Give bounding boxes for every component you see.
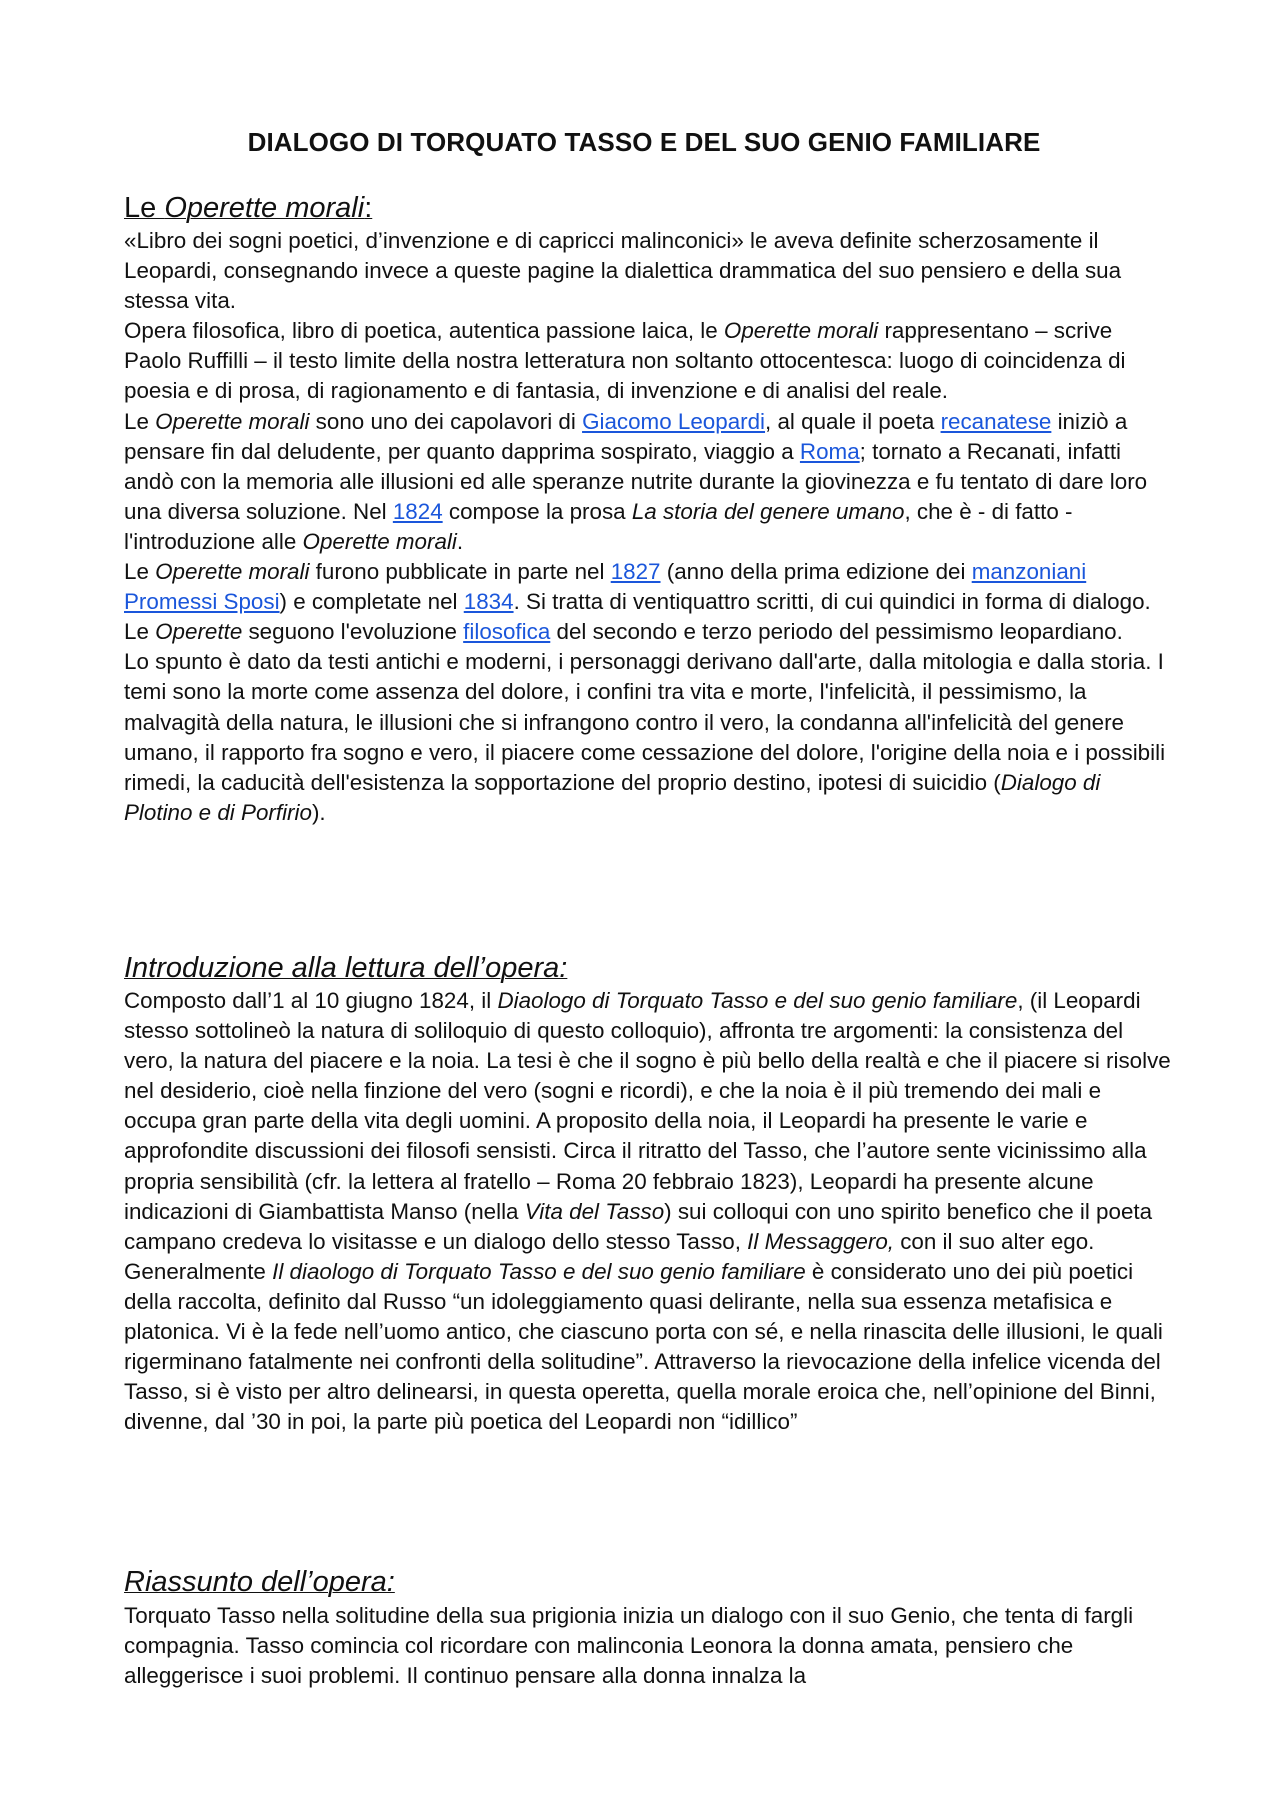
- text-span: con il suo alter ego.: [894, 1228, 1095, 1254]
- italic-span: Operette morali: [155, 408, 310, 434]
- paragraph: [124, 1257, 1174, 1438]
- paragraph: [124, 407, 1174, 557]
- text-span: ).: [311, 799, 326, 825]
- paragraph: Torquato Tasso nella solitudine della sua prigionia inizia un dialogo con il suo Genio, che tenta di fargli compagnia. Tasso comincia col ricordare con malinconia Leonora la donna amata, pensiero che alleggerisce i suoi problemi. Il continuo pensare alla donna innalza la: [124, 1603, 1134, 1689]
- heading-colon: :: [364, 192, 373, 224]
- text-span: Le: [124, 408, 156, 434]
- italic-span: Operette morali: [155, 559, 310, 585]
- link-1827[interactable]: 1827: [610, 559, 661, 585]
- section-body-operette: [124, 226, 1174, 828]
- italic-span: Il Messaggero,: [747, 1228, 895, 1254]
- text-span: compose la prosa: [442, 498, 632, 524]
- section-heading-introduzione: Introduzione alla lettura dell’opera:: [124, 952, 568, 984]
- section-heading-riassunto: Riassunto dell’opera:: [124, 1566, 395, 1598]
- text-span: rappresentano – scrive Paolo Ruffilli – il testo limite della nostra letteratura non soltanto ottocentesca: luogo di coincidenza di poesia e di prosa, di ragionamento e di fantasia, di invenzione e di analisi del reale.: [124, 318, 1126, 404]
- link-giacomo-leopardi[interactable]: Giacomo Leopardi: [582, 408, 766, 434]
- text-span: , (il Leopardi stesso sottolineò la natura di soliloquio di questo colloquio), affronta tre argomenti: la consistenza del vero, la natura del piacere e la noia. La tesi è che il sogno è più bello della realtà e che il piacere si risolve nel desiderio, cioè nella finzione del vero (sogni e ricordi), e che la noia è il più tremendo dei mali e occupa gran parte della vita degli uomini. A proposito della noia, il Leopardi ha presente le varie e approfondite discussioni dei filosofi sensisti. Circa il ritratto del Tasso, che l’autore sente vicinissimo alla propria sensibilità (cfr. la lettera al fratello – Roma 20 febbraio 1823), Leopardi ha presente alcune indicazioni di Giambattista Manso (nella: [124, 988, 1171, 1224]
- link-roma[interactable]: Roma: [799, 438, 860, 464]
- text-span: . Si tratta di ventiquattro scritti, di cui quindici in forma di dialogo. Le: [124, 589, 1151, 645]
- text-span: ) sui colloqui con uno spirito benefico che il poeta campano credeva lo visitasse e un dialogo dello stesso Tasso,: [124, 1198, 1153, 1254]
- link-manzoniani[interactable]: manzoniani: [971, 559, 1087, 585]
- link-promessi-sposi[interactable]: Promessi Sposi: [124, 589, 280, 615]
- text-span: , che è - di fatto - l'introduzione alle: [124, 498, 1073, 554]
- text-span: è considerato uno dei più poetici della raccolta, definito dal Russo “un idoleggiamento quasi delirante, nella sua essenza metafisica e platonica. Vi è la fede nell’uomo antico, che ciascuno porta con sé, e nella rinascita delle illusioni, le quali rigerminano fatalmente nei confronti della solitudine”. Attraverso la rievocazione della infelice vicenda del Tasso, si è visto per altro delinearsi, in questa operetta, quella morale eroica che, nell’opinione del Binni, divenne, dal ’30 in poi, la parte più poetica del Leopardi non “idillico”: [124, 1258, 1163, 1435]
- section-body-riassunto: [124, 1601, 1174, 1691]
- paragraph: «Libro dei sogni poetici, d’invenzione e di capricci malinconici» le aveva definite scherzosamente il Leopardi, consegnando invece a queste pagine la dialettica drammatica del suo pensiero e della sua stessa vita.: [124, 228, 1122, 314]
- heading-italic: Operette morali: [164, 192, 365, 224]
- italic-span: Diaologo di Torquato Tasso e del suo genio familiare: [497, 988, 1018, 1013]
- link-recanatese[interactable]: recanatese: [940, 408, 1052, 434]
- paragraph: [124, 986, 1174, 1257]
- text-span: furono pubblicate in parte nel: [309, 559, 611, 585]
- link-1834[interactable]: 1834: [463, 589, 514, 615]
- link-1824[interactable]: 1824: [392, 498, 443, 524]
- section-body-introduzione: [124, 986, 1174, 1437]
- italic-span: Operette morali: [723, 318, 879, 344]
- text-span: Composto dall’1 al 10 giugno 1824, il: [124, 988, 498, 1013]
- paragraph: [124, 316, 1174, 406]
- text-span: (anno della prima edizione dei: [660, 559, 972, 585]
- link-filosofica[interactable]: filosofica: [463, 619, 551, 645]
- italic-span: Dialogo di Plotino e di Porfirio: [124, 769, 1101, 825]
- text-span: Generalmente: [124, 1258, 273, 1284]
- italic-span: La storia del genere umano: [631, 498, 905, 524]
- text-span: .: [456, 528, 464, 554]
- italic-span: Il diaologo di Torquato Tasso e del suo genio familiare: [272, 1258, 806, 1284]
- italic-span: Vita del Tasso: [524, 1198, 665, 1224]
- text-span: ; tornato a Recanati, infatti andò con la memoria alle illusioni ed alle speranze nutrite durante la giovinezza e fu tentato di dare loro una diversa soluzione. Nel: [124, 438, 1148, 524]
- text-span: Le: [124, 559, 156, 585]
- text-span: Opera filosofica, libro di poetica, autentica passione laica, le: [124, 318, 724, 344]
- italic-span: Operette morali: [302, 528, 457, 554]
- text-span: seguono l'evoluzione: [242, 619, 464, 645]
- heading-prefix: Le: [124, 192, 165, 224]
- text-span: , al quale il poeta: [765, 408, 941, 434]
- italic-span: Operette: [155, 619, 243, 645]
- section-heading-operette: [124, 190, 372, 226]
- paragraph: [124, 647, 1174, 828]
- text-span: Lo spunto è dato da testi antichi e moderni, i personaggi derivano dall'arte, dalla mitologia e dalla storia. I temi sono la morte come assenza del dolore, i confini tra vita e morte, l'infelicità, il pessimismo, la malvagità della natura, le illusioni che si infrangono contro il vero, la condanna all'infelicità del genere umano, il rapporto fra sogno e vero, il piacere come cessazione del dolore, l'origine della noia e i possibili rimedi, la caducità dell'esistenza la sopportazione del proprio destino, ipotesi di suicidio (: [124, 649, 1166, 795]
- text-span: sono uno dei capolavori di: [309, 408, 583, 434]
- page-title: DIALOGO DI TORQUATO TASSO E DEL SUO GENIO FAMILIARE: [247, 127, 1041, 157]
- paragraph: [124, 557, 1174, 647]
- text-span: del secondo e terzo periodo del pessimismo leopardiano.: [550, 619, 1123, 645]
- text-span: ) e completate nel: [279, 589, 464, 615]
- text-span: iniziò a pensare fin dal deludente, per quanto dapprima sospirato, viaggio a: [124, 408, 1128, 464]
